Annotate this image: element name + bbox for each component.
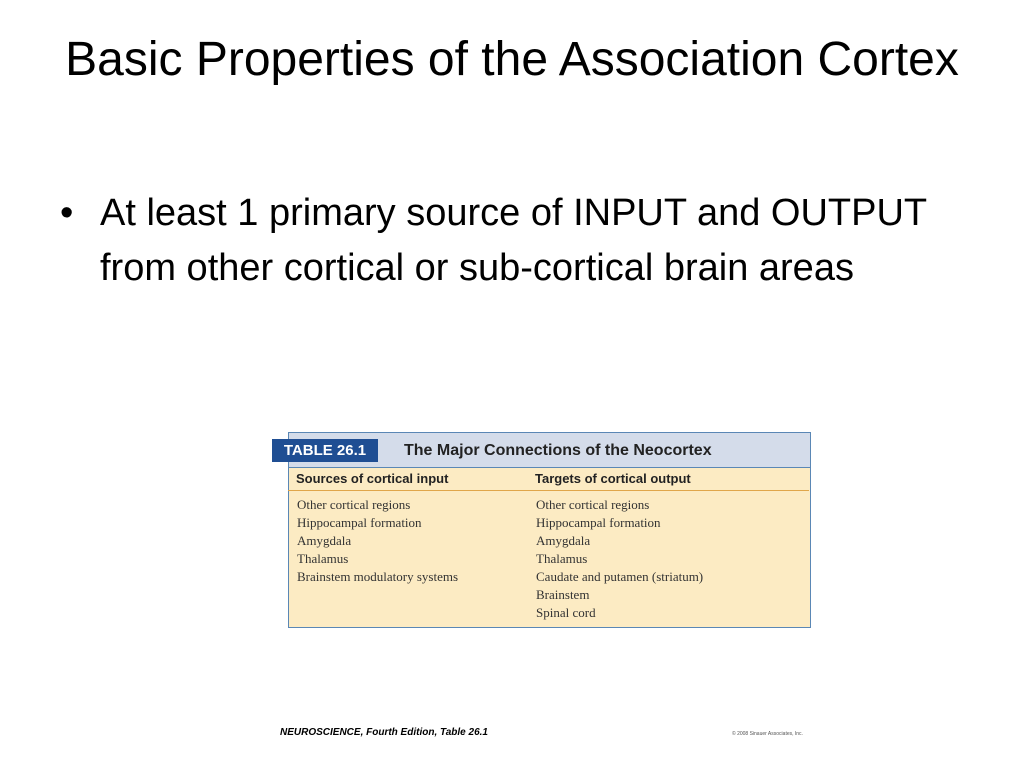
bullet-list — [60, 186, 990, 296]
targets-item: Brainstem — [536, 587, 590, 602]
table-caption: The Major Connections of the Neocortex — [404, 442, 712, 459]
targets-item: Thalamus — [536, 551, 588, 566]
sources-item: Amygdala — [297, 533, 352, 548]
bullet-item — [60, 186, 990, 296]
targets-item: Spinal cord — [536, 605, 596, 620]
sources-item: Hippocampal formation — [297, 515, 422, 530]
bullet-text: At least 1 primary source of INPUT and OUTPUT from other cortical or sub-cortical brain areas — [100, 192, 927, 289]
bullet-dot-icon: • — [60, 192, 74, 234]
copyright-notice: © 2008 Sinauer Associates, Inc. — [732, 731, 803, 737]
sources-item: Other cortical regions — [297, 497, 411, 512]
column-header-sources: Sources of cortical input — [296, 471, 449, 486]
table-figure — [272, 432, 811, 628]
targets-item: Caudate and putamen (striatum) — [536, 569, 704, 584]
column-header-row — [288, 467, 809, 491]
sources-item: Thalamus — [297, 551, 349, 566]
figure-source-credit: NEUROSCIENCE, Fourth Edition, Table 26.1 — [280, 727, 488, 738]
targets-item: Hippocampal formation — [536, 515, 661, 530]
sources-item: Brainstem modulatory systems — [297, 569, 459, 584]
table-number-tag: TABLE 26.1 — [272, 439, 378, 462]
targets-item: Amygdala — [536, 533, 591, 548]
slide-title: Basic Properties of the Association Cortex — [65, 33, 959, 86]
targets-list — [536, 496, 703, 622]
targets-item: Other cortical regions — [536, 497, 650, 512]
column-header-targets: Targets of cortical output — [535, 471, 691, 486]
sources-list — [297, 496, 458, 586]
